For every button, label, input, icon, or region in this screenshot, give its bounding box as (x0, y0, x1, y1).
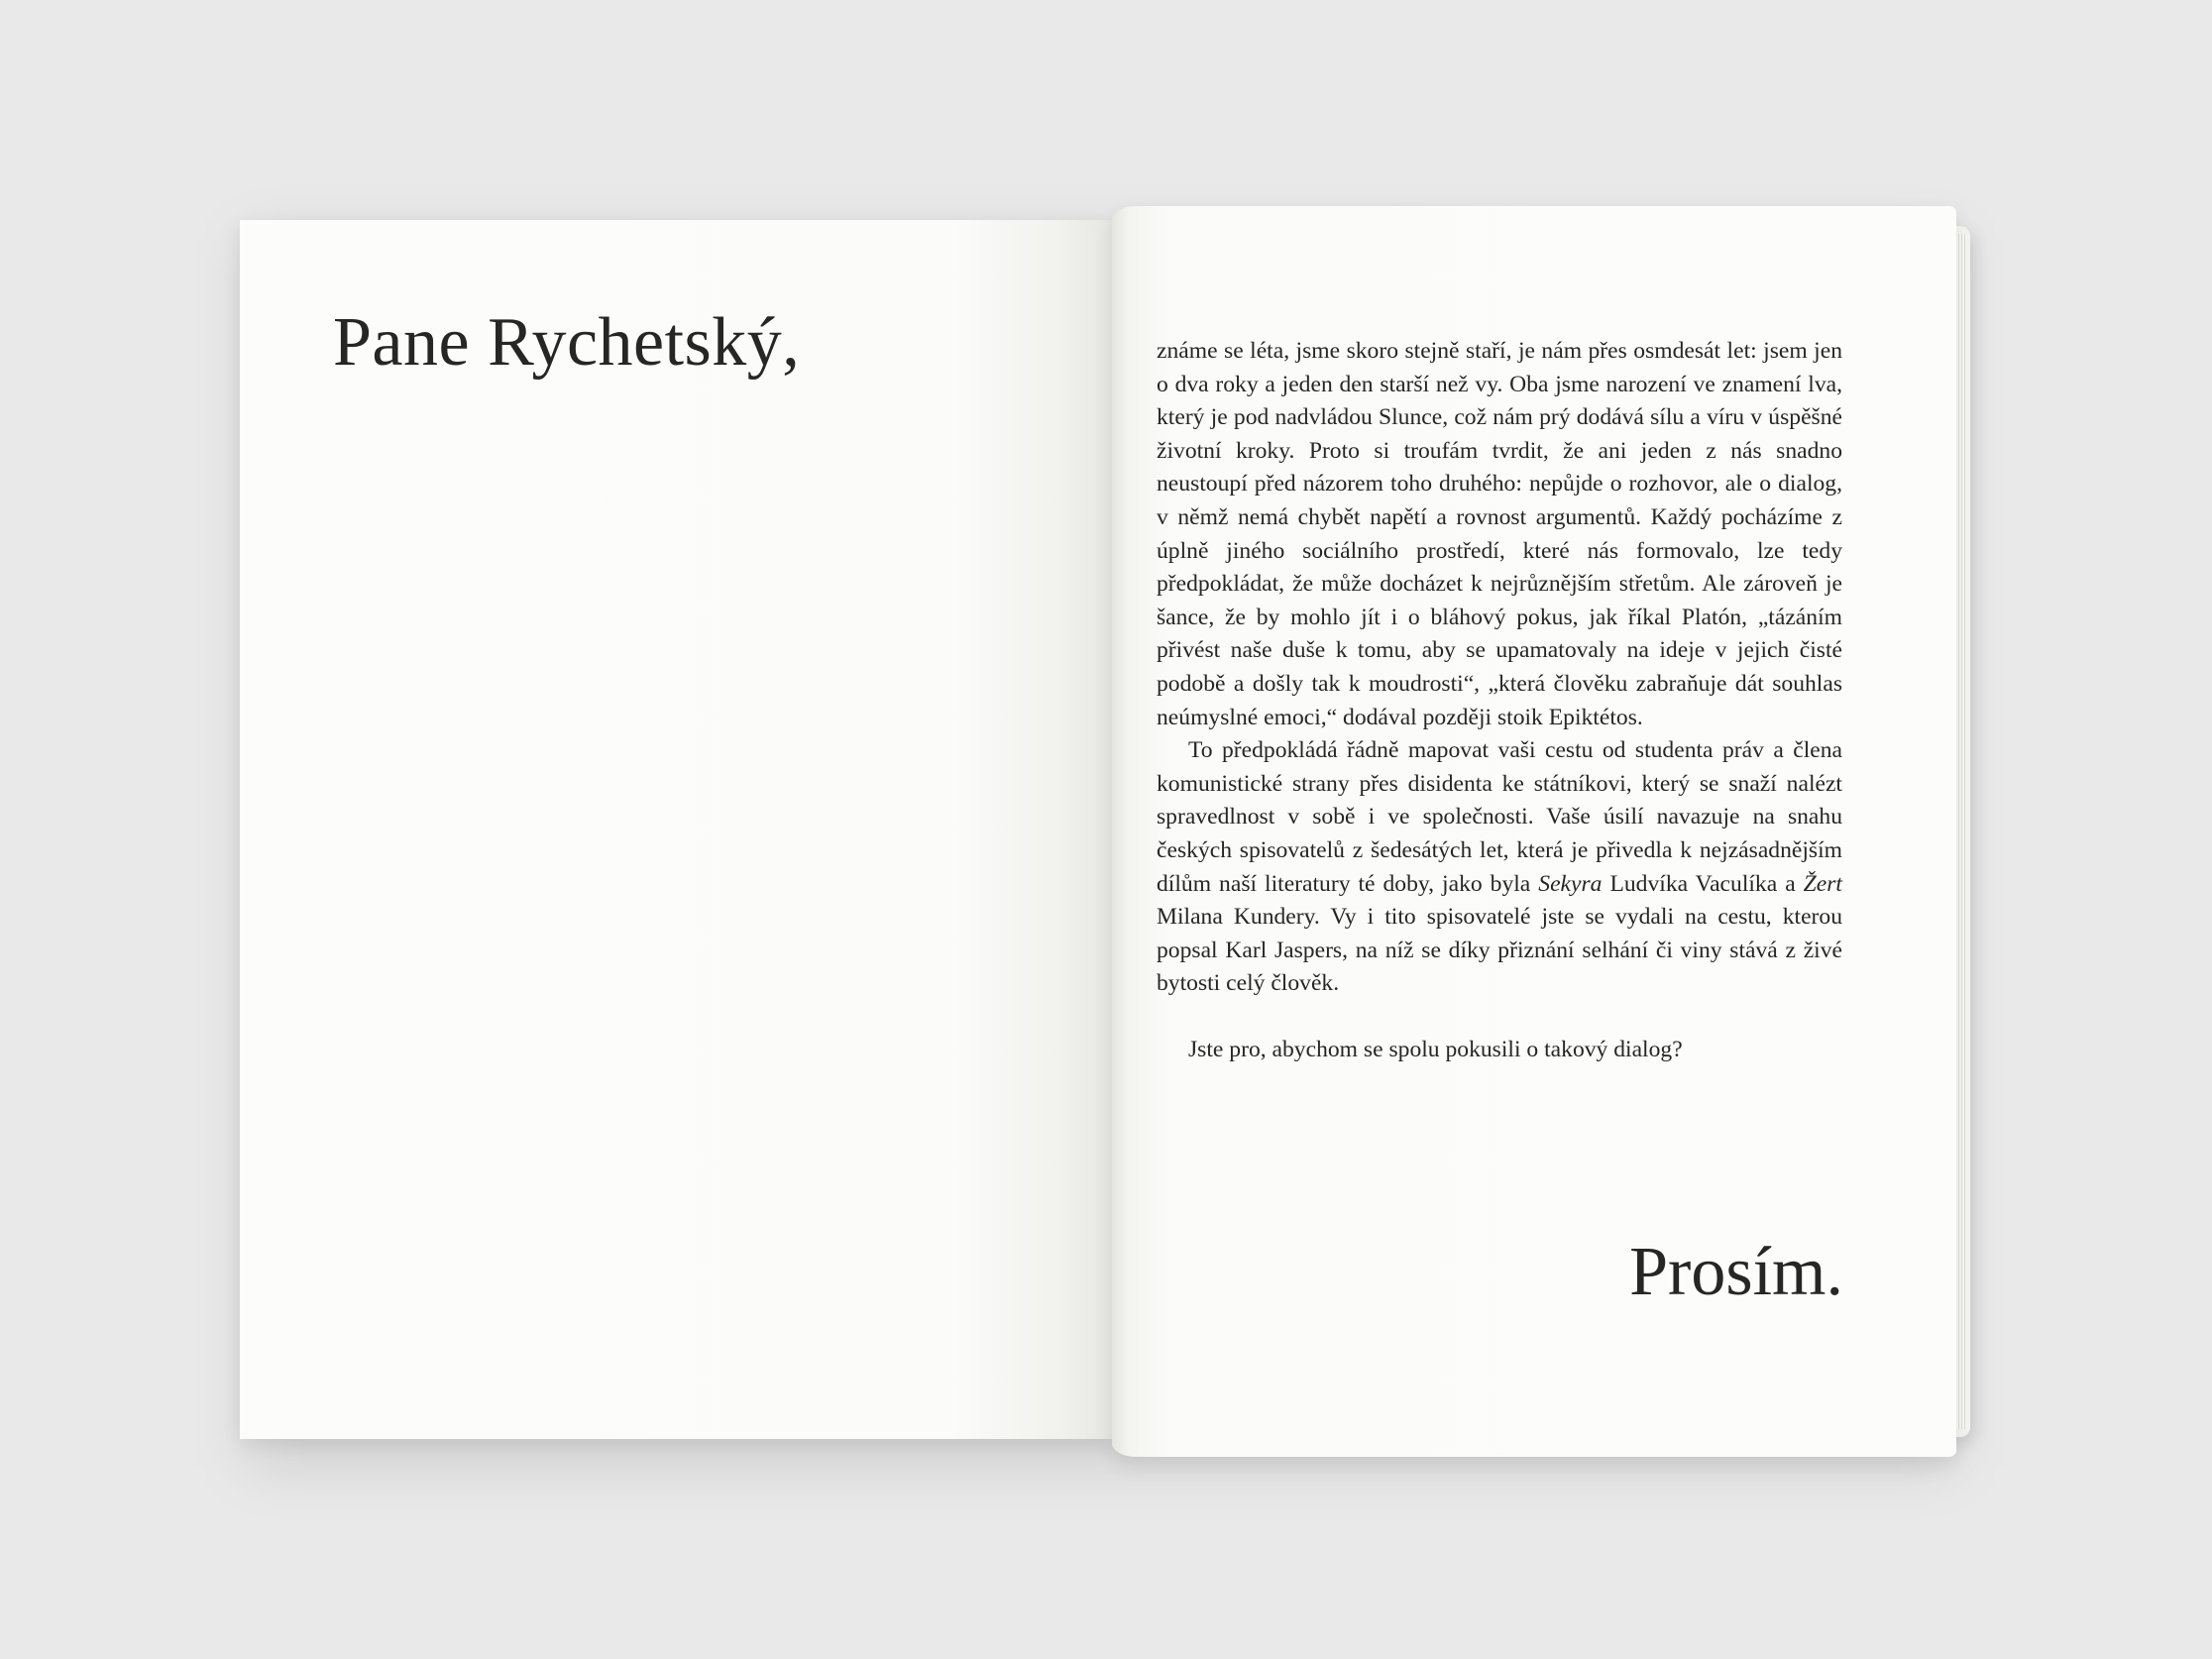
paragraph-2-mid: Ludvíka Vaculíka a (1602, 870, 1804, 897)
paragraph-2 (1157, 734, 1842, 1001)
question-paragraph: Jste pro, abychom se spolu pokusili o takový dialog? (1188, 1037, 1683, 1063)
paragraph-1: známe se léta, jsme skoro stejně staří, je nám přes osmdesát let: jsem jen o dva roky a jeden den starší než vy. Oba jsme narození ve znamení lva, který je pod nadvládou Slunce, což nám prý dodává sílu a víru v úspěšné životní kroky. Proto si troufám tvrdit, že ani jeden z nás snadno neustoupí před názorem toho druhého: nepůjde o rozhovor, ale o dialog, v němž nemá chybět napětí a rovnost argumentů. Každý pocházíme z úplně jiného sociálního prostředí, které nás formovalo, lze tedy předpokládat, že může docházet k nejrůznějším střetům. Ale zároveň je šance, že by mohlo jít i o bláhový pokus, jak říkal Platón, „tázáním přivést naše duše k tomu, aby se upamatovaly na ideje v jejich čisté podobě a došly tak k moudrosti“, „která člověku zabraňuje dát souhlas neúmyslné emoci,“ dodával později stoik Epiktétos. (1157, 338, 1842, 730)
letter-body (1157, 335, 1842, 1067)
book-title-sekyra: Sekyra (1538, 870, 1603, 897)
paragraph-2-end: Milana Kundery. Vy i tito spisovatelé jste se vydali na cestu, kterou popsal Karl Jaspers, na níž se díky přiznání selhání či viny stává z živé bytosti celý člověk. (1157, 904, 1842, 997)
closing-word: Prosím. (1629, 1234, 1843, 1310)
paragraph-2-start: To předpokládá řádně mapovat vaši cestu od studenta práv a člena komunistické strany přes disidenta ke státníkovi, který se snaží nalézt spravedlnost v sobě i ve společnosti. Vaše úsilí navazuje na snahu českých spisovatelů z šedesátých let, která je přivedla k nejzásadnějším dílům naší literatury té doby, jako byla (1157, 737, 1842, 897)
salutation-heading: Pane Rychetský, (333, 304, 801, 381)
book-title-zert: Žert (1803, 870, 1842, 897)
left-page (240, 220, 1112, 1439)
